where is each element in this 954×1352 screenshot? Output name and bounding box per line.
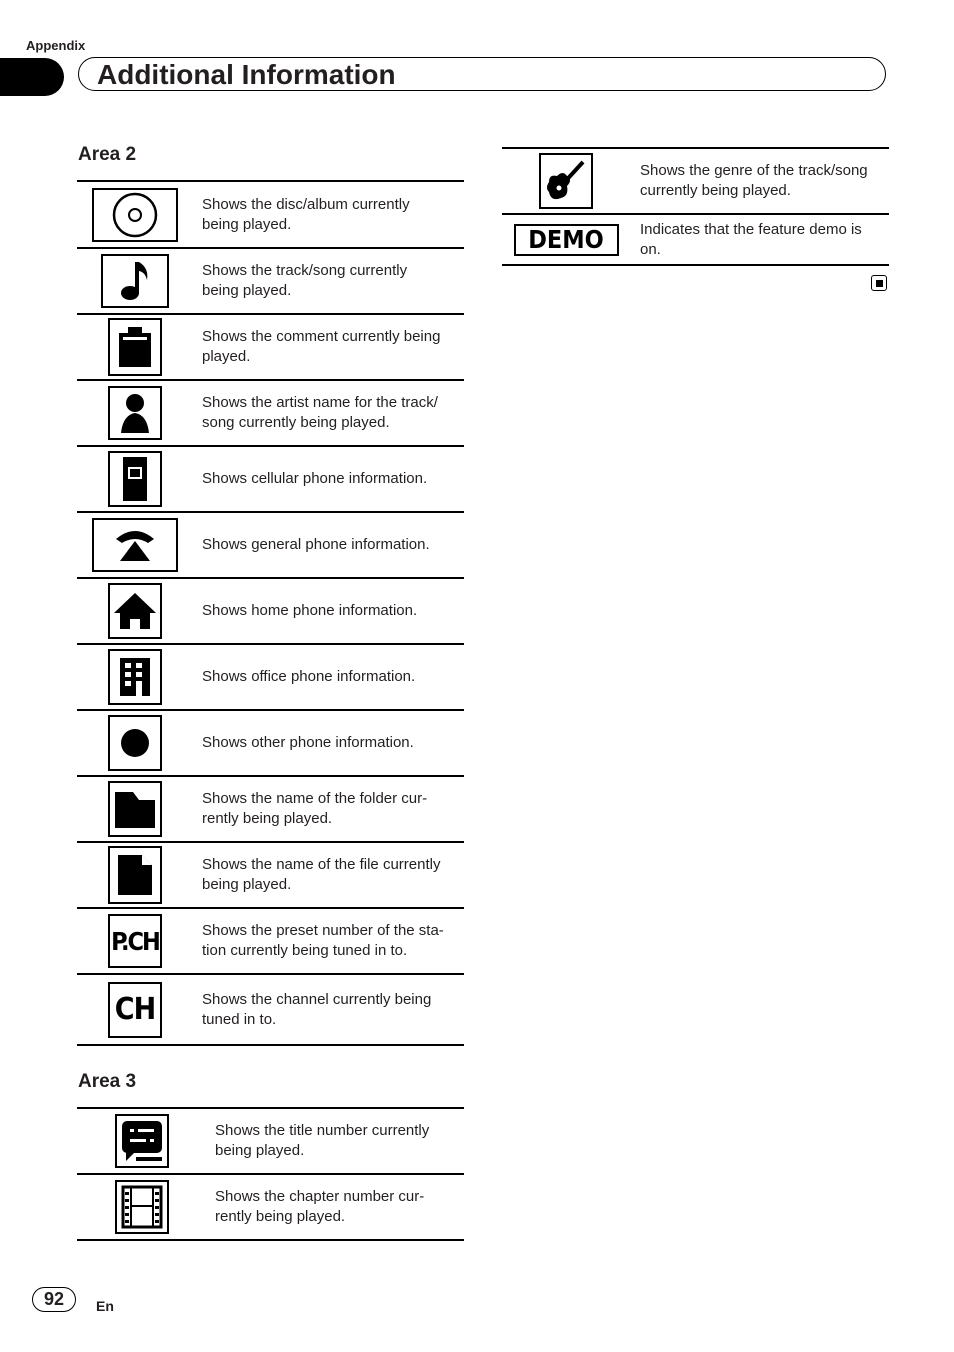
icon-cell [77,1114,206,1168]
table-row [77,511,464,577]
table-row [77,247,464,313]
table-row [502,213,889,264]
row-description: Shows other phone information. [202,734,414,751]
area2-table [77,180,464,1046]
disc-icon [92,188,178,242]
area3-heading: Area 3 [78,1071,137,1092]
cellular-phone-icon [108,451,162,507]
icon-cell [77,781,193,837]
row-description: Shows office phone information. [202,668,416,685]
row-description: Shows cellular phone information. [202,470,428,487]
title-box [78,57,886,91]
table-row [77,445,464,511]
row-description: Shows the artist name for the track/ song currently being played. [202,394,438,431]
table-row [77,1173,464,1239]
appendix-label: Appendix [26,38,86,53]
file-icon [108,846,162,904]
icon-cell [77,846,193,904]
office-phone-icon [108,649,162,705]
icon-cell [77,982,193,1038]
row-description: Shows the disc/album currently being played. [202,195,410,233]
table-row [77,313,464,379]
table-row [77,577,464,643]
chapter-film-icon [115,1180,169,1234]
table-row [77,775,464,841]
page-title: Additional Information [97,59,396,90]
row-description: Indicates that the feature demo is on. [640,220,862,258]
artist-icon [108,386,162,440]
icon-cell [77,188,193,242]
icon-cell [77,715,193,771]
end-mark-icon [871,275,887,291]
icon-cell [77,318,193,376]
icon-cell [77,914,193,968]
genre-guitar-icon [539,153,593,209]
folder-icon [108,781,162,837]
right-table [502,147,889,266]
home-phone-icon [108,583,162,639]
table-row [77,1107,464,1173]
icon-cell [77,583,193,639]
header-black-tab [0,58,64,96]
icon-cell [77,1180,206,1234]
music-note-icon [101,254,169,308]
row-description: Shows the genre of the track/song currently being played. [640,162,868,199]
row-description: Shows the title number currently being played. [215,1122,430,1159]
table-row [77,379,464,445]
row-description: Shows the name of the file currently being played. [202,856,441,893]
row-description: Shows the chapter number cur- rently being played. [215,1188,425,1225]
table-row [77,709,464,775]
icon-cell [77,451,193,507]
table-row [77,841,464,907]
row-description: Shows home phone information. [202,602,418,619]
icon-cell [502,224,630,256]
row-description: Shows the comment currently being played. [202,328,441,365]
preset-channel-icon: P.CH [108,914,162,968]
demo-icon: DEMO [514,224,619,256]
row-description: Shows the name of the folder cur- rently being played. [202,790,428,827]
icon-cell [502,153,630,209]
row-description: Shows the preset number of the sta- tion currently being tuned in to. [202,922,444,959]
language-label: En [96,1298,114,1314]
table-row [502,147,889,213]
table-row [77,180,464,247]
icon-cell [77,254,193,308]
area3-table [77,1107,464,1241]
comment-icon [108,318,162,376]
icon-cell [77,518,193,572]
page-number: 92 [32,1287,76,1312]
title-number-icon [115,1114,169,1168]
table-row [77,643,464,709]
area2-heading: Area 2 [78,144,137,165]
channel-icon: CH [108,982,162,1038]
row-description: Shows the track/song currently being played. [202,262,408,299]
table-row [77,907,464,973]
icon-cell [77,649,193,705]
table-row [77,973,464,1044]
other-phone-icon [108,715,162,771]
general-phone-icon [92,518,178,572]
row-description: Shows general phone information. [202,536,430,553]
row-description: Shows the channel currently being tuned in to. [202,990,432,1028]
icon-cell [77,386,193,440]
